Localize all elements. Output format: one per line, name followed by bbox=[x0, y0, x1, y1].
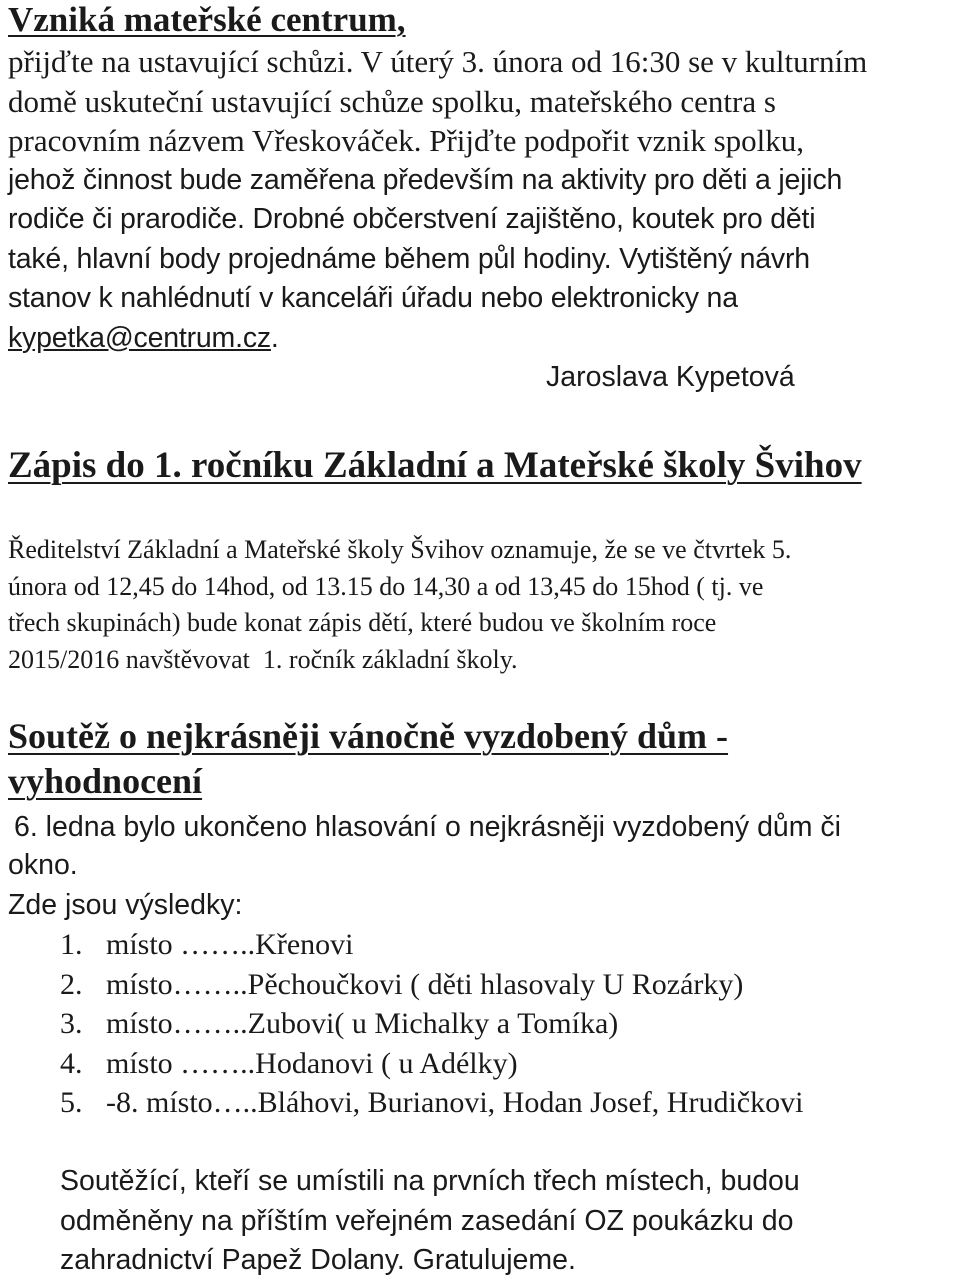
email-suffix: . bbox=[270, 321, 279, 354]
article1-signature: Jaroslava Kypetová bbox=[546, 361, 795, 393]
article2-line: třech skupinách) bude konat zápis dětí, které budou ve školním roce bbox=[8, 608, 717, 637]
list-item bbox=[60, 1083, 803, 1123]
list-item bbox=[60, 965, 803, 1005]
list-item bbox=[60, 1004, 803, 1044]
article2-line: února od 12,45 do 14hod, od 13.15 do 14,30 a od 13,45 do 15hod ( tj. ve bbox=[8, 571, 764, 601]
result-text: místo……..Zubovi( u Michalky a Tomíka) bbox=[106, 1007, 619, 1040]
article3-heading bbox=[8, 714, 953, 804]
closing-line: odměněny na příštím veřejném zasedání OZ poukázku do bbox=[60, 1204, 794, 1237]
article1-line: také, hlavní body projednáme během půl hodiny. Vytištěný návrh bbox=[8, 242, 810, 275]
article1-line: jehož činnost bude zaměřena především na aktivity pro děti a jejich bbox=[8, 163, 843, 196]
article2-body bbox=[8, 532, 953, 678]
result-text: -8. místo…..Bláhovi, Burianovi, Hodan Josef, Hrudičkovi bbox=[106, 1086, 804, 1119]
result-number: 1. bbox=[60, 928, 83, 961]
list-item bbox=[60, 925, 803, 965]
article3-closing bbox=[60, 1162, 950, 1281]
article3-intro bbox=[8, 808, 953, 884]
result-text: místo ……..Hodanovi ( u Adélky) bbox=[106, 1046, 518, 1080]
result-text: místo ……..Křenovi bbox=[106, 928, 354, 961]
closing-line: Soutěžící, kteří se umístili na prvních třech místech, budou bbox=[60, 1165, 800, 1197]
result-number: 2. bbox=[60, 967, 83, 1001]
email-line bbox=[8, 319, 948, 359]
article2-heading: Zápis do 1. ročníku Základní a Mateřské školy Švihov bbox=[8, 445, 862, 486]
article3-intro-line: 6. ledna bylo ukončeno hlasování o nejkrásněji vyzdobený dům či bbox=[14, 811, 842, 843]
article1-line: přijďte na ustavující schůzi. V úterý 3. února od 16:30 se v kulturním bbox=[8, 44, 868, 79]
article1-body bbox=[8, 42, 948, 358]
article1-line: domě uskuteční ustavující schůze spolku, mateřského centra s bbox=[8, 83, 776, 119]
result-number: 4. bbox=[60, 1046, 83, 1080]
article1-line: rodiče či prarodiče. Drobné občerstvení zajištěno, koutek pro děti bbox=[8, 203, 816, 235]
closing-line: zahradnictví Papež Dolany. Gratulujeme. bbox=[60, 1244, 576, 1276]
article3-heading-line: vyhodnocení bbox=[8, 761, 203, 801]
article1-line: pracovním názvem Vřeskováček. Přijďte podpořit vznik spolku, bbox=[8, 123, 805, 158]
article3-intro-line: okno. bbox=[8, 849, 78, 881]
list-item bbox=[60, 1044, 803, 1084]
results-list bbox=[60, 925, 803, 1123]
result-number: 3. bbox=[60, 1007, 83, 1040]
result-text: místo……..Pěchoučkovi ( děti hlasovaly U Rozárky) bbox=[106, 967, 744, 1001]
article1-heading: Vzniká mateřské centrum, bbox=[8, 0, 406, 39]
article2-line: Ředitelství Základní a Mateřské školy Švihov oznamuje, že se ve čtvrtek 5. bbox=[8, 535, 792, 564]
article3-heading-line: Soutěž o nejkrásněji vánočně vyzdobený dům - bbox=[8, 716, 729, 756]
article2-line: 2015/2016 navštěvovat 1. ročník základní školy. bbox=[8, 644, 518, 674]
result-number: 5. bbox=[60, 1086, 83, 1119]
email-link[interactable]: kypetka@centrum.cz bbox=[8, 321, 271, 354]
results-label: Zde jsou výsledky: bbox=[8, 889, 243, 921]
article1-line: stanov k nahlédnutí v kanceláři úřadu nebo elektronicky na bbox=[8, 282, 738, 314]
